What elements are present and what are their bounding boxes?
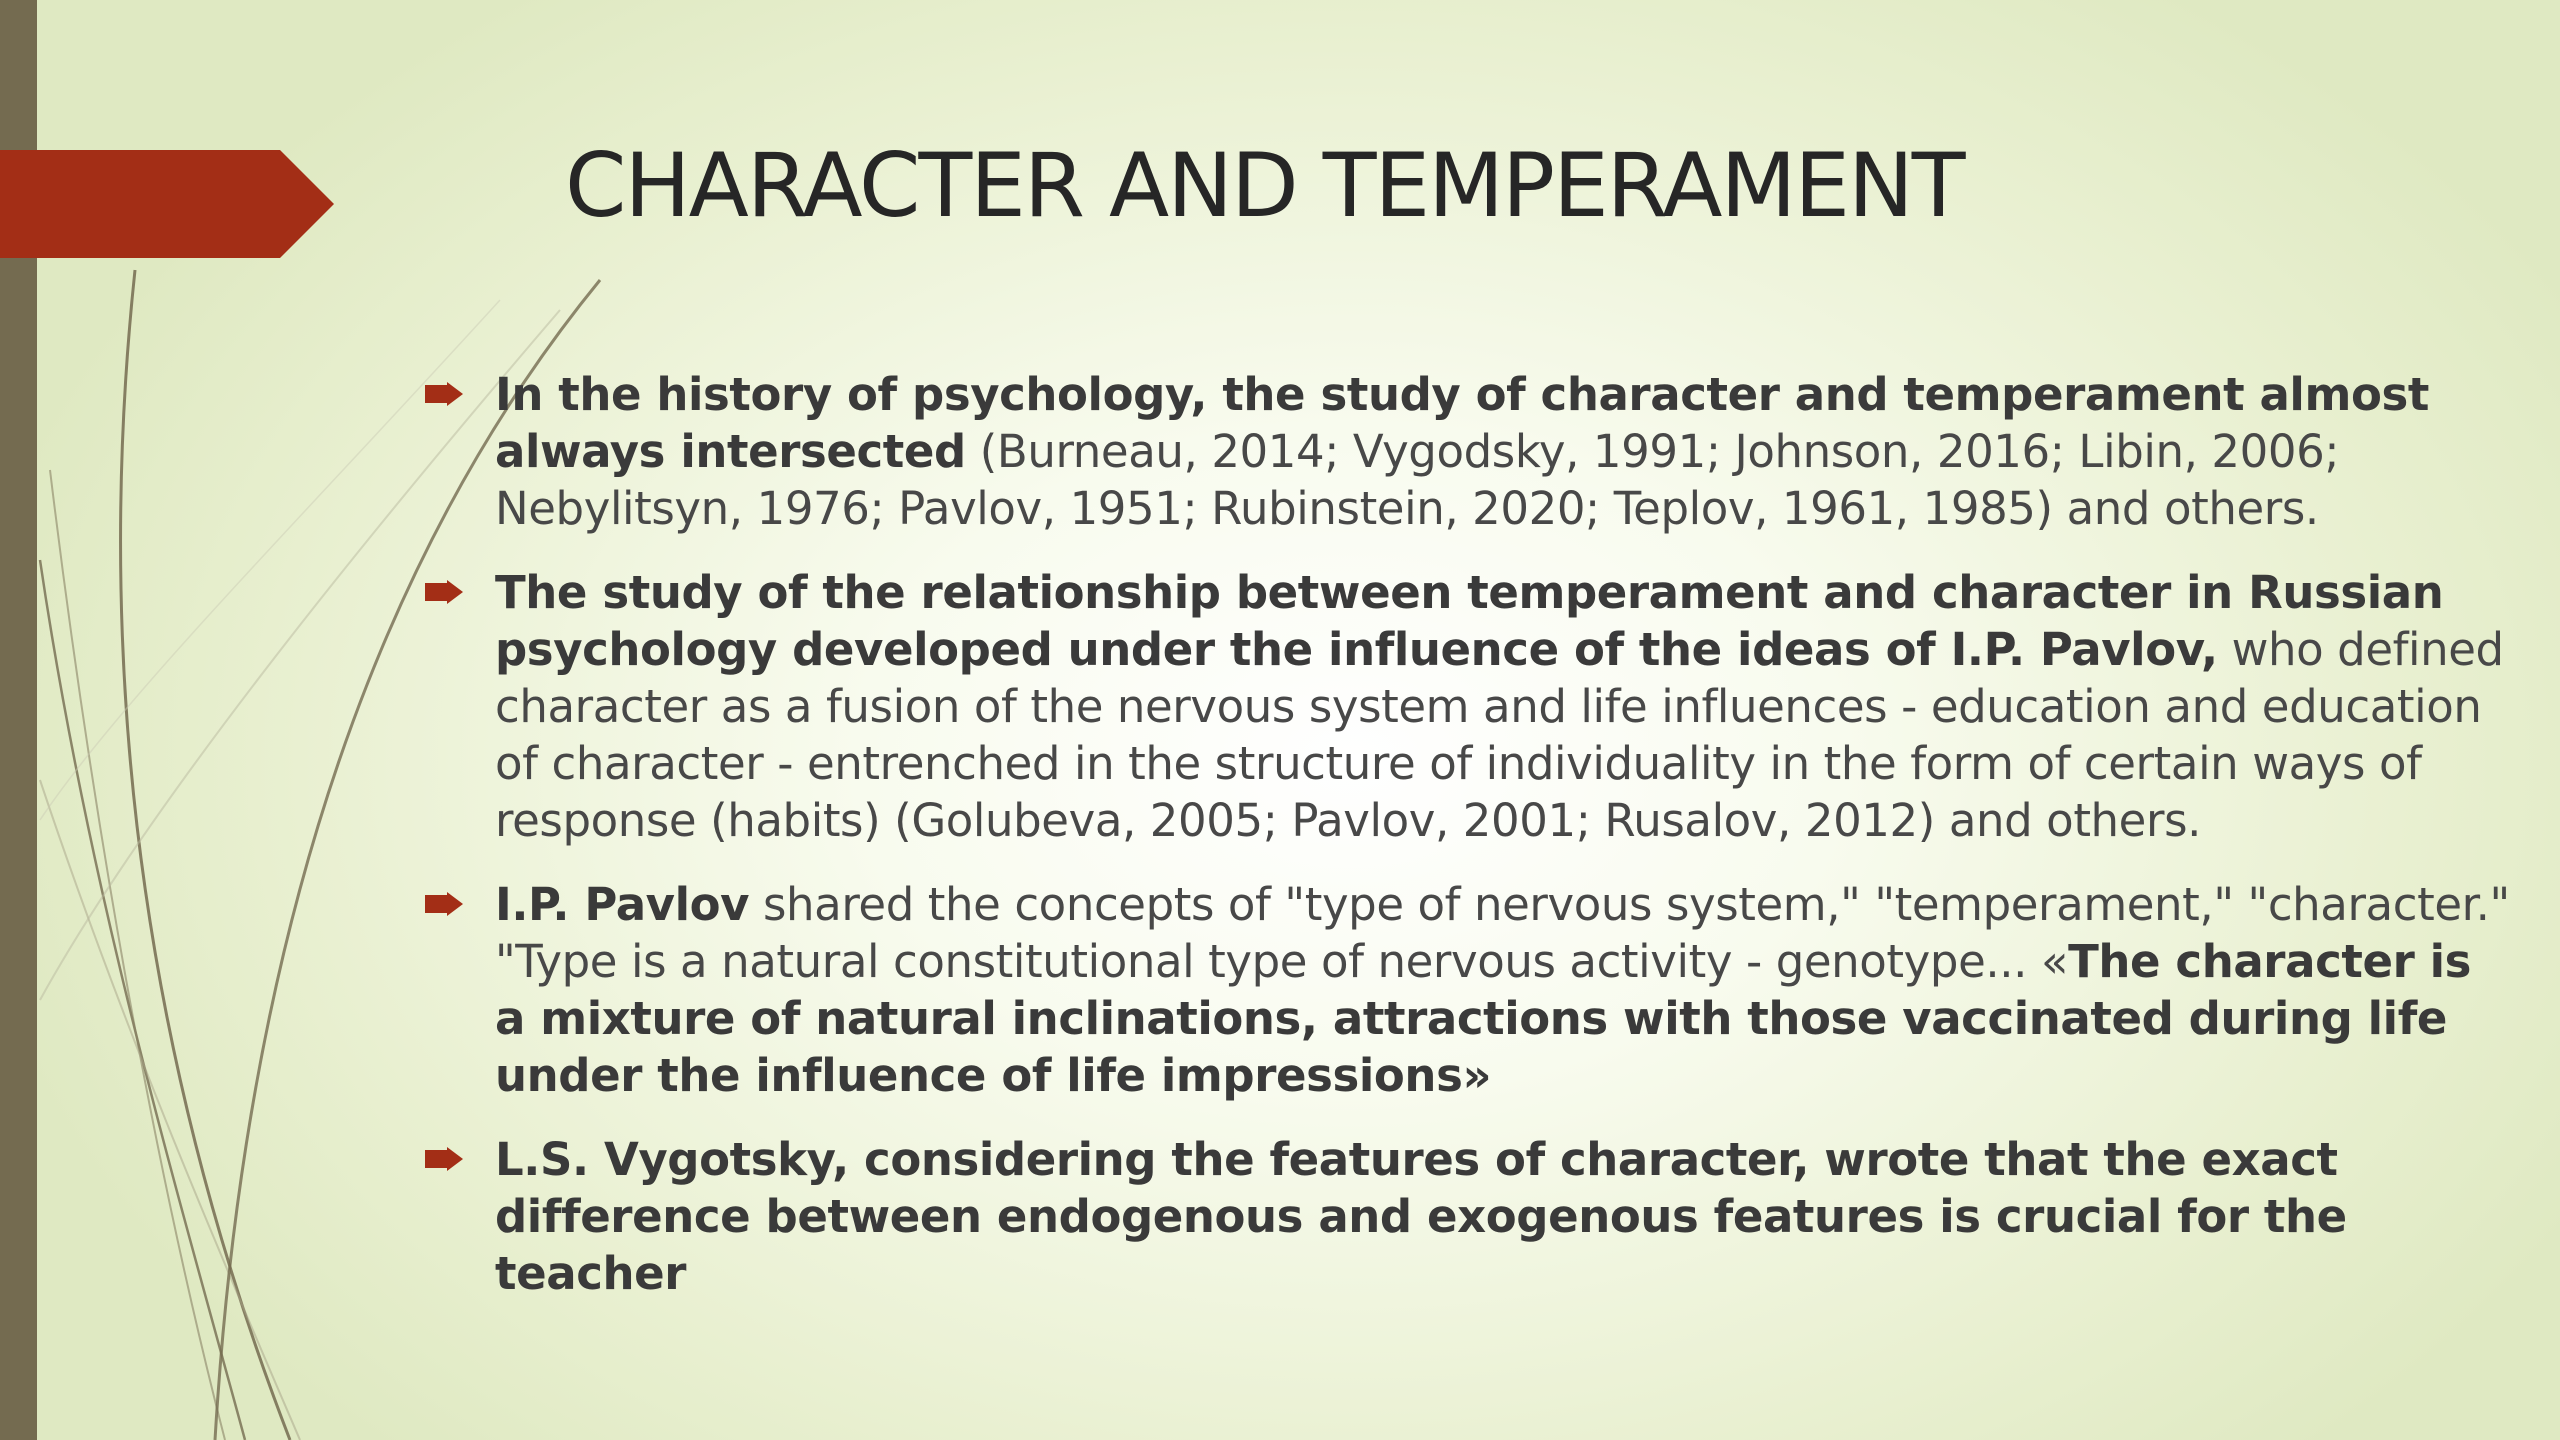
- bullet-bold-text: In the history of psychology, the study of character and temperament almost always intersected: [495, 368, 2429, 478]
- bullet-item: [425, 876, 2515, 1104]
- bullet-bold-text: The study of the relationship between temperament and character in Russian psychology developed under the influence of the ideas of I.P. Pavlov,: [495, 566, 2444, 676]
- bullet-item: [425, 564, 2515, 849]
- slide-title: CHARACTER AND TEMPERAMENT: [565, 134, 1964, 237]
- bullet-list: [425, 366, 2515, 1329]
- bullet-text: (Burneau, 2014; Vygodsky, 1991; Johnson, 2016; Libin, 2006; Nebylitsyn, 1976; Pavlov, 1951; Rubinstein, 2020; Teplov, 1961, 1985) and others.: [495, 425, 2340, 535]
- bullet-bold-quote: The character is a mixture of natural inclinations, attractions with those vaccinated during life under the influence of life impressions»: [495, 935, 2472, 1102]
- bullet-item: [425, 1131, 2515, 1302]
- bullet-bold-text: I.P. Pavlov: [495, 878, 750, 931]
- arrow-bullet-icon: [425, 892, 463, 916]
- arrow-bullet-icon: [425, 580, 463, 604]
- arrow-bullet-icon: [425, 1147, 463, 1171]
- bullet-item: [425, 366, 2515, 537]
- bullet-bold-text: L.S. Vygotsky, considering the features of character, wrote that the exact difference between endogenous and exogenous features is crucial for the teacher: [495, 1133, 2347, 1300]
- bullet-text: shared the concepts of "type of nervous system," "temperament," "character." "Type is a natural constitutional type of nervous activity - genotype... «: [495, 878, 2510, 988]
- bullet-text: who defined character as a fusion of the nervous system and life influences - education and education of character - entrenched in the structure of individuality in the form of certain ways of response (habits) (Golubeva, 2005; Pavlov, 2001; Rusalov, 2012) and others.: [495, 623, 2504, 847]
- arrow-bullet-icon: [425, 382, 463, 406]
- title-accent-arrow: [0, 150, 340, 258]
